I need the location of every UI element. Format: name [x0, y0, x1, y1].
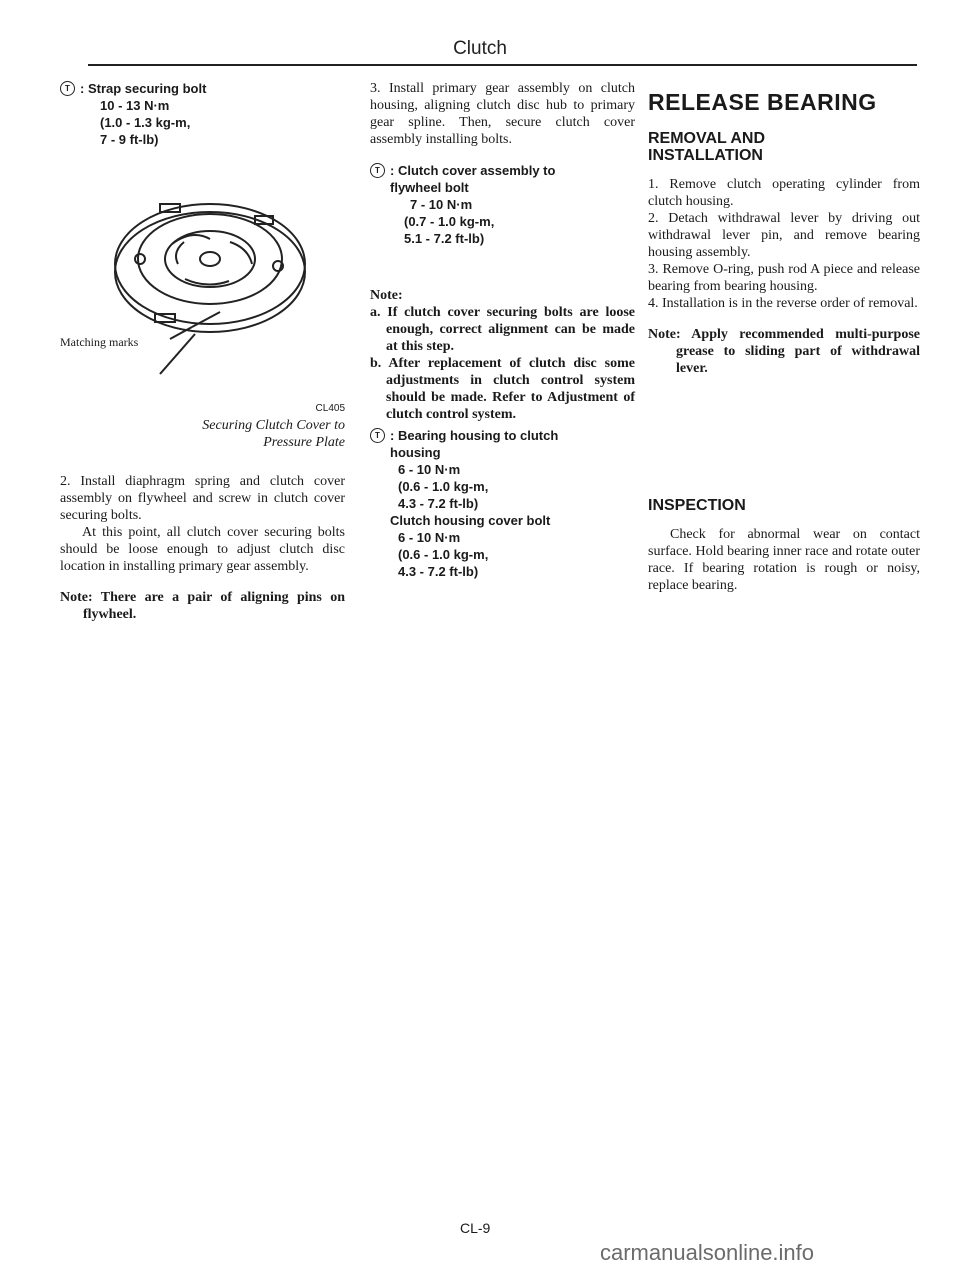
- torque-spec-bearing-housing: [370, 427, 635, 580]
- torque-spec-colon: :: [390, 163, 398, 178]
- removal-step-2: 2. Detach withdrawal lever by driving out withdrawal lever pin, and remove bearing housing assembly.: [648, 211, 920, 260]
- sub-heading-line2: INSTALLATION: [648, 147, 763, 164]
- section-heading-release-bearing: RELEASE BEARING: [648, 89, 877, 115]
- column-middle: [370, 80, 635, 580]
- figure-code: CL405: [315, 403, 345, 414]
- note-b: b. After replacement of clutch disc some adjustments in clutch control system should be made. Refer to Adjustment of clutch control system.: [370, 356, 635, 422]
- figure-caption: [60, 417, 345, 451]
- note-heading: Note:: [370, 288, 403, 303]
- sub-heading-inspection: INSPECTION: [648, 497, 746, 514]
- step-2b-text: At this point, all clutch cover securing bolts should be loose enough to adjust clutch disc location in installing primary gear assembly.: [60, 525, 345, 574]
- torque-kgm: (0.6 - 1.0 kg-m,: [398, 479, 489, 494]
- sub-heading-line1: REMOVAL AND: [648, 130, 766, 147]
- watermark: carmanualsonline.info: [600, 1240, 815, 1265]
- torque-spec-cover-to-flywheel: [370, 162, 635, 247]
- note-aligning-pins: Note: There are a pair of aligning pins on flywheel.: [60, 590, 345, 622]
- torque-icon: T: [60, 81, 75, 96]
- removal-step-4: 4. Installation is in the reverse order of removal.: [648, 296, 918, 311]
- torque-nm: 7 - 10 N·m: [410, 197, 473, 212]
- torque-kgm: (0.7 - 1.0 kg-m,: [404, 214, 495, 229]
- torque-ftlb-2: 4.3 - 7.2 ft-lb): [398, 564, 479, 579]
- column-left: [60, 80, 345, 623]
- column-right: [648, 80, 920, 594]
- torque-icon: T: [370, 428, 385, 443]
- note-grease: Note: Apply recommended multi-purpose grease to sliding part of withdrawal lever.: [648, 327, 920, 376]
- torque-spec-strap-bolt: [60, 80, 345, 148]
- torque-nm: 10 - 13 N·m: [100, 98, 170, 113]
- torque-spec-label: Strap securing bolt: [87, 81, 207, 96]
- torque-ftlb: 4.3 - 7.2 ft-lb): [398, 496, 479, 511]
- torque-nm-2: 6 - 10 N·m: [398, 530, 461, 545]
- torque-spec-label: Bearing housing to clutch: [397, 428, 559, 443]
- torque-nm: 6 - 10 N·m: [398, 462, 461, 477]
- step-3-paragraph: 3. Install primary gear assembly on clutch housing, aligning clutch disc hub to primary gear spline. Then, secure clutch cover assembly installing bolts.: [370, 81, 635, 147]
- torque-ftlb: 7 - 9 ft-lb): [100, 132, 159, 147]
- clutch-cover-illustration: [60, 164, 345, 394]
- torque-spec-label-2: Clutch housing cover bolt: [390, 513, 551, 528]
- torque-spec-colon: :: [80, 81, 88, 96]
- torque-spec-label-cont: housing: [390, 445, 441, 460]
- torque-spec-label-cont: flywheel bolt: [390, 180, 469, 195]
- removal-step-3: 3. Remove O-ring, push rod A piece and release bearing from bearing housing.: [648, 262, 920, 294]
- torque-spec-colon: :: [390, 428, 398, 443]
- removal-step-1: 1. Remove clutch operating cylinder from clutch housing.: [648, 177, 920, 209]
- note-a: a. If clutch cover securing bolts are loose enough, correct alignment can be made at this step.: [370, 305, 635, 354]
- torque-ftlb: 5.1 - 7.2 ft-lb): [404, 231, 485, 246]
- sub-heading-removal-installation: [648, 130, 920, 164]
- figure-caption-line1: Securing Clutch Cover to: [202, 418, 345, 433]
- figure-label-matching-marks: Matching marks: [60, 335, 139, 349]
- step-2-text: 2. Install diaphragm spring and clutch cover assembly on flywheel and screw in clutch cover securing bolts.: [60, 474, 345, 523]
- torque-icon: T: [370, 163, 385, 178]
- page-number: CL-9: [460, 1220, 491, 1236]
- torque-kgm-2: (0.6 - 1.0 kg-m,: [398, 547, 489, 562]
- page-header-title: Clutch: [453, 38, 507, 59]
- torque-spec-label: Clutch cover assembly to: [397, 163, 556, 178]
- step-2-paragraph: [60, 473, 345, 575]
- header-rule: [88, 64, 917, 66]
- figure-caption-line2: Pressure Plate: [263, 435, 345, 450]
- torque-kgm: (1.0 - 1.3 kg-m,: [100, 115, 191, 130]
- inspection-paragraph: Check for abnormal wear on contact surface. Hold bearing inner race and rotate outer race. If bearing rotation is rough or noisy, replace bearing.: [648, 527, 920, 593]
- clutch-cover-figure: [60, 164, 345, 394]
